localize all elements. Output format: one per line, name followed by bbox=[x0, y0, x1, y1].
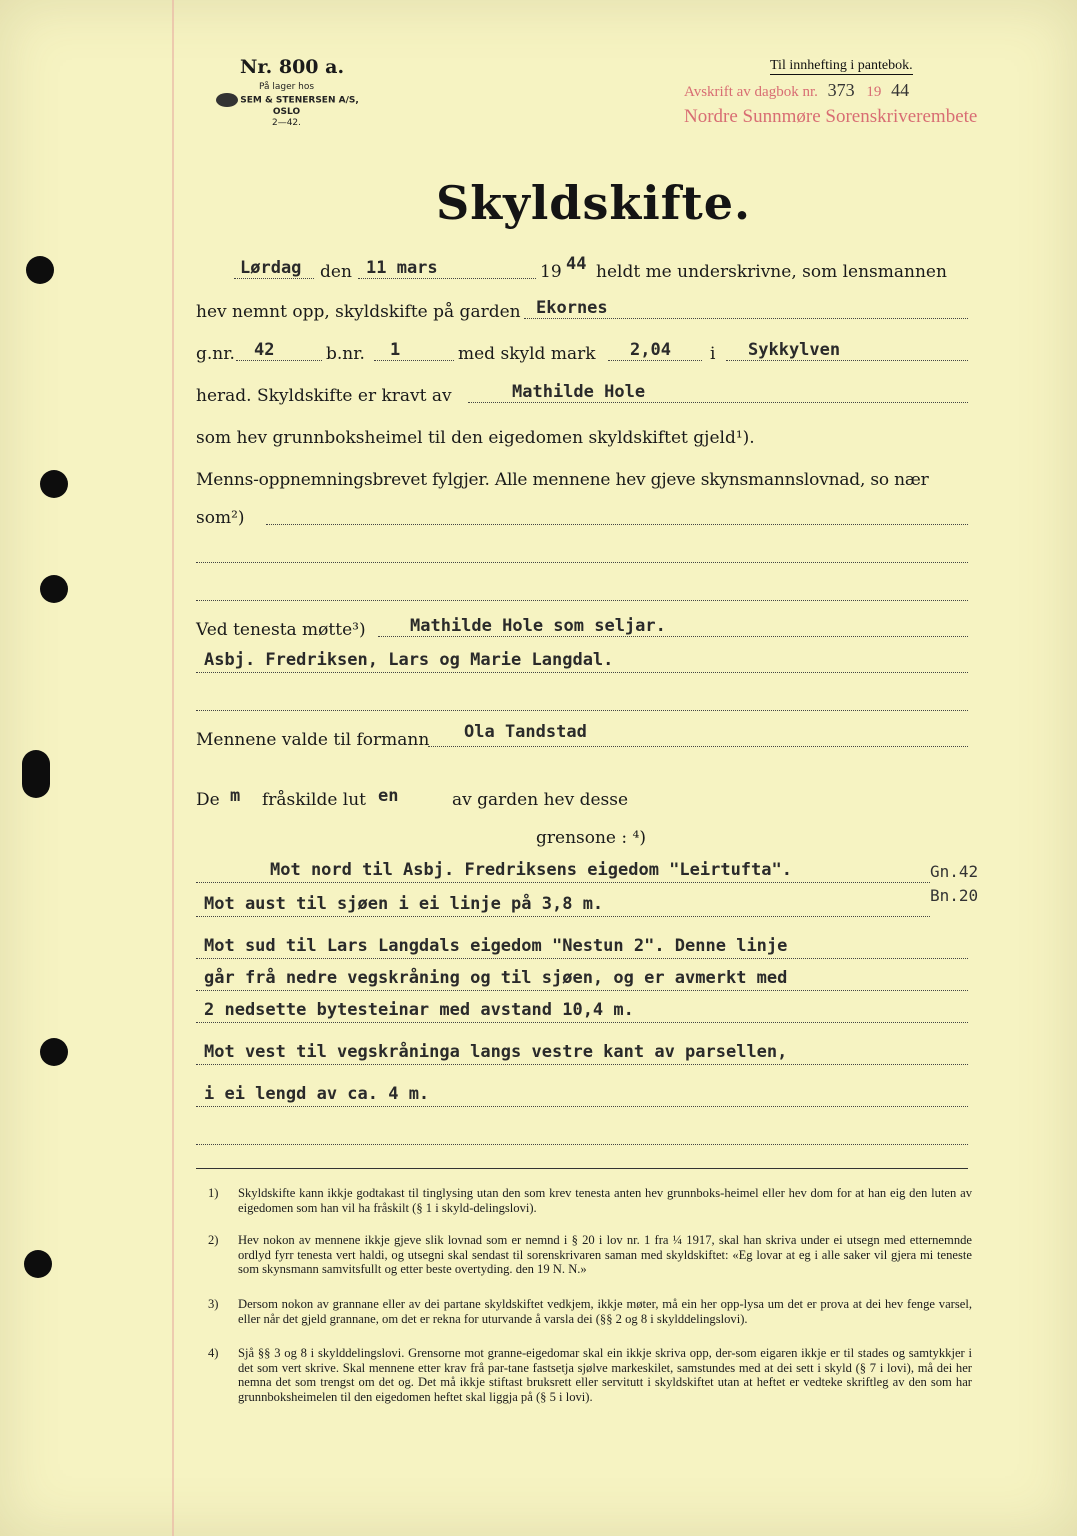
date-row: Lørdag den 11 mars 19 44 heldt me underskrivne, som lensmannen bbox=[196, 256, 968, 286]
municipality-value: Sykkylven bbox=[748, 340, 841, 360]
skyld-value: 2,04 bbox=[630, 340, 671, 360]
document-title: Skyldskifte. bbox=[436, 176, 752, 230]
blank-line bbox=[196, 574, 968, 606]
footnote-2: 2) Hev nokon av mennene ikkje gjeve slik lovnad som er nemnd i § 20 i lov nr. 1 fra ¼ 1917, skal han skriva under ei utsegn med etternemnde ordlyd fyrr tenesta vert haldi, og utsegni skal sendast til sorenskrivaren saman med skyldskiftet: «Eg lovar at eg i alle saker vil gjera mi teneste som skynsmann samvitsfullt og etter beste overtyding. den 19 N. N.» bbox=[208, 1233, 972, 1277]
punch-hole bbox=[24, 1250, 52, 1278]
boundary-line: Mot aust til sjøen i ei linje på 3,8 m. bbox=[196, 890, 968, 922]
dagbok-number: 373 bbox=[827, 80, 855, 100]
requester-row: herad. Skyldskifte er kravt av Mathilde Hole bbox=[196, 380, 968, 410]
gnr-row: g.nr. 42 b.nr. 1 med skyld mark 2,04 i Sykkylven bbox=[196, 338, 968, 368]
boundary-line: går frå nedre vegskråning og til sjøen, og er avmerkt med bbox=[196, 964, 968, 996]
menn-row: Menns-oppnemningsbrevet fylgjer. Alle mennene hev gjeve skynsmannslovnad, so nær bbox=[196, 470, 929, 490]
office-stamp: Nordre Sunnmøre Sorenskriverembete bbox=[684, 106, 978, 127]
pantebok-note: Til innhefting i pantebok. bbox=[770, 58, 913, 73]
boundary-line: Mot sud til Lars Langdals eigedom "Nestun 2". Denne linje bbox=[196, 932, 968, 964]
attended-row: Ved tenesta møtte³) Mathilde Hole som seljar. bbox=[196, 614, 968, 644]
punch-hole bbox=[40, 575, 68, 603]
lut-row: De m fråskilde lut en av garden hev desse bbox=[196, 786, 629, 810]
farm-value: Ekornes bbox=[536, 298, 608, 318]
punch-hole bbox=[26, 256, 54, 284]
blank-line bbox=[196, 536, 968, 568]
punch-hole bbox=[40, 470, 68, 498]
margin-line bbox=[172, 0, 174, 1536]
boundary-line: 2 nedsette bytesteinar med avstand 10,4 m. bbox=[196, 996, 968, 1028]
formann-value: Ola Tandstad bbox=[464, 722, 587, 742]
printer-imprint: På lager hos SEM & STENERSEN A/S, OSLO 2—42. bbox=[204, 82, 369, 129]
attended-line-2 bbox=[196, 646, 968, 678]
footnote-3: 3) Dersom nokon av grannane eller av dei partane skyldskiftet vedkjem, ikkje møter, må ein her opp-lysa um det er prova at dei hev fenge varsel, eller når det gjeld grannane, om det er rekna for uturvande å varsla dei (§§ 2 og 8 i skylddelingslovi). bbox=[208, 1297, 972, 1326]
footnote-4: 4) Sjå §§ 3 og 8 i skylddelingslovi. Grensorne mot granne-eigedomar skal ein ikkje skriva opp, der-som eigaren ikkje er til stades og samtykkjer i det som vert skrive. Skal mennene etter krav frå par-tane fastsetja sjølve markeskilet, samstundes med at dei sett i skyld (§ 7 i lovi), må dei her nemna det som trengst om det og. Det må ikkje stiftast bruksrett eller servitutt i skyldskiftet utan at heftet er vedteke skriftleg av den som har grunnboksheimelen til den eigedomen heftet skal liggja på (§ 5 i lovi). bbox=[208, 1346, 972, 1404]
attended-value-1: Mathilde Hole som seljar. bbox=[410, 616, 666, 636]
boundary-line: Mot nord til Asbj. Fredriksens eigedom "Leirtufta". bbox=[196, 856, 968, 888]
grensone-row: grensone : ⁴) bbox=[536, 828, 646, 848]
blank-line bbox=[196, 1118, 968, 1150]
weekday-value: Lørdag bbox=[240, 258, 302, 278]
dagbok-stamp: Avskrift av dagbok nr. 373 19 44 bbox=[684, 80, 910, 100]
gn-note: Gn.42 bbox=[930, 862, 979, 881]
bnr-value: 1 bbox=[390, 340, 401, 360]
punch-hole bbox=[40, 1038, 68, 1066]
boundary-line: i ei lengd av ca. 4 m. bbox=[196, 1080, 968, 1112]
footnote-1: 1) Skyldskifte kann ikkje godtakast til tinglysing utan den som krev tenesta anten hev grunnboks-heimel eller hev dom for at han eig den luten av eigedomen som han vil ha fråskilt (§ 1 i skyld-delingslovi). bbox=[208, 1186, 972, 1215]
gnr-value: 42 bbox=[254, 340, 275, 360]
som-row: som²) bbox=[196, 502, 968, 532]
year-value: 44 bbox=[566, 254, 587, 274]
bn-note: Bn.20 bbox=[930, 886, 979, 905]
punch-hole bbox=[22, 750, 50, 798]
farm-row: hev nemnt opp, skyldskifte på garden Ekornes bbox=[196, 296, 968, 326]
date-value: 11 mars bbox=[366, 258, 438, 278]
blank-line bbox=[196, 684, 968, 716]
dagbok-year: 44 bbox=[891, 80, 910, 100]
footnote-rule bbox=[196, 1168, 968, 1169]
requester-value: Mathilde Hole bbox=[512, 382, 646, 402]
attended-value-2: Asbj. Fredriksen, Lars og Marie Langdal. bbox=[204, 650, 614, 670]
publisher-emblem-icon bbox=[216, 93, 238, 107]
boundary-line: Mot vest til vegskråninga langs vestre kant av parsellen, bbox=[196, 1038, 968, 1070]
formann-row: Mennene valde til formann Ola Tandstad bbox=[196, 724, 968, 754]
form-number: Nr. 800 a. bbox=[240, 56, 345, 78]
grunnbok-row: som hev grunnboksheimel til den eigedomen skyldskiftet gjeld¹). bbox=[196, 428, 755, 448]
